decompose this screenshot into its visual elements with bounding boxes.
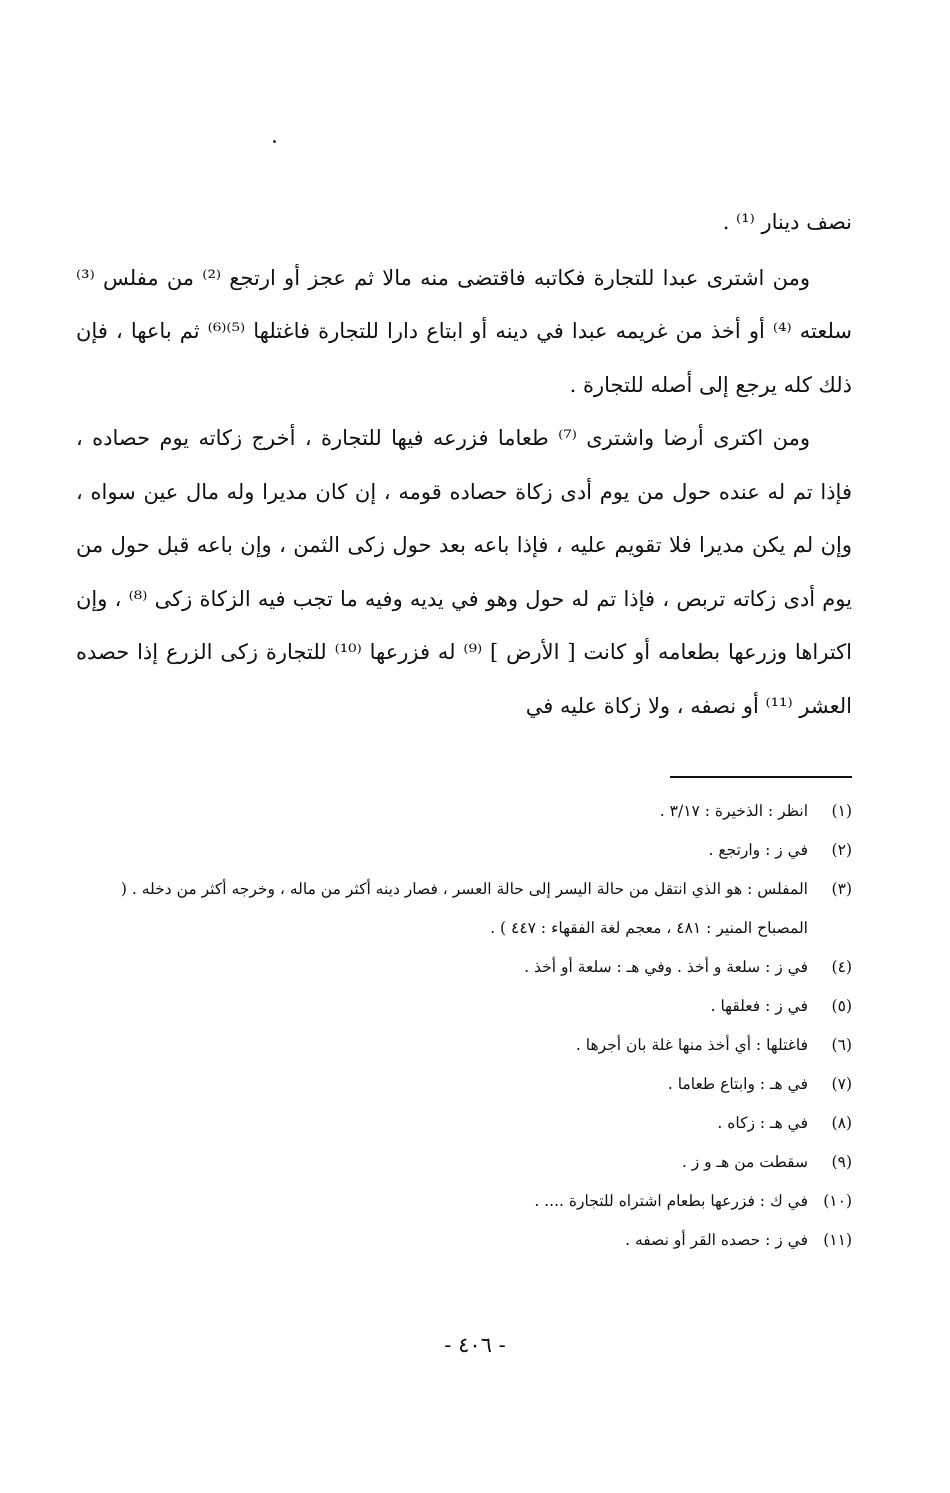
paragraph-purchase-slave: ومن اشترى عبدا للتجارة فكاتبه فاقتضى منه مالا ثم عجز أو ارتجع ⁽²⁾ من مفلس ⁽³⁾ سلعته ⁽⁴⁾ أو أخذ من غريمه عبدا في دينه أو ابتاع دارا للتجارة فاغتلها ⁽⁵⁾⁽⁶⁾ ثم باعها ، فإن ذلك كله يرجع إلى أصله للتجارة . [76, 265, 853, 397]
footnote-text: في ز : سلعة و أخذ . وفي هـ : سلعة أو أخذ . [524, 958, 808, 976]
footnote-text: انظر : الذخيرة : ٣/١٧ . [659, 802, 808, 820]
footnote-item [76, 1065, 852, 1104]
footnote-number: (٩) [831, 1153, 852, 1171]
footnote-number: (٧) [831, 1075, 852, 1093]
footnote-item [76, 1104, 852, 1143]
footnotes [76, 792, 852, 1260]
footnote-number: (٣) [831, 880, 852, 898]
footnote-number: (١٠) [823, 1192, 852, 1210]
footnote-item [76, 1026, 852, 1065]
footnote-item [76, 831, 852, 870]
footnote-number: (٦) [831, 1036, 852, 1054]
main-text [76, 196, 852, 733]
footnote-number: (١) [831, 802, 852, 820]
footnote-text: فاغتلها : أي أخذ منها غلة بان أجرها . [575, 1036, 808, 1054]
footnote-item [76, 1182, 852, 1221]
footnote-item [76, 792, 852, 831]
footnote-text: في ز : فعلقها . [710, 997, 808, 1015]
footnote-text: سقطت من هـ و ز . [681, 1153, 808, 1171]
footnote-item [76, 870, 852, 948]
footnote-separator [670, 776, 852, 778]
footnote-number: (٢) [831, 841, 852, 859]
paragraph-rented-land: ومن اكترى أرضا واشترى ⁽⁷⁾ طعاما فزرعه فيها للتجارة ، أخرج زكاته يوم حصاده ، فإذا تم له عنده حول من يوم أدى زكاة حصاده قومه ، إن كان مديرا وله مال عين سواه ، وإن لم يكن مديرا فلا تقويم عليه ، فإذا باعه بعد حول زكى الثمن ، وإن باعه قبل حول من يوم أدى زكاته تربص ، فإذا تم له حول وهو في يديه وفيه ما تجب فيه الزكاة زكى ⁽⁸⁾ ، وإن اكتراها وزرعها بطعامه أو كانت [ الأرض ] ⁽⁹⁾ له فزرعها ⁽¹⁰⁾ للتجارة زكى الزرع إذا حصده العشر ⁽¹¹⁾ أو نصفه ، ولا زكاة عليه في [76, 426, 852, 718]
scan-speck [273, 140, 276, 143]
footnote-item [76, 1221, 852, 1260]
footnote-text: في ز : وارتجع . [708, 841, 808, 859]
footnote-text: المفلس : هو الذي انتقل من حالة اليسر إلى حالة العسر ، فصار دينه أكثر من ماله ، وخرجه أكثر من دخله . ( المصباح المنير : ٤٨١ ، معجم لغة الفقهاء : ٤٤٧ ) . [120, 880, 808, 937]
text-line-continuation: نصف دينار ⁽¹⁾ . [722, 210, 852, 234]
footnote-number: (٤) [831, 958, 852, 976]
footnote-text: في ز : حصده القر أو نصفه . [625, 1231, 808, 1249]
footnote-item [76, 987, 852, 1026]
footnote-number: (٥) [831, 997, 852, 1015]
footnote-item [76, 1143, 852, 1182]
footnote-text: في هـ : زكاه . [717, 1114, 808, 1132]
footnote-number: (٨) [831, 1114, 852, 1132]
footnote-item [76, 948, 852, 987]
footnote-text: في ك : فزرعها بطعام اشتراه للتجارة .... . [534, 1192, 808, 1210]
page-number: - ٤٠٦ - [444, 1333, 506, 1357]
footnote-number: (١١) [823, 1231, 852, 1249]
footnote-text: في هـ : وابتاع طعاما . [667, 1075, 808, 1093]
